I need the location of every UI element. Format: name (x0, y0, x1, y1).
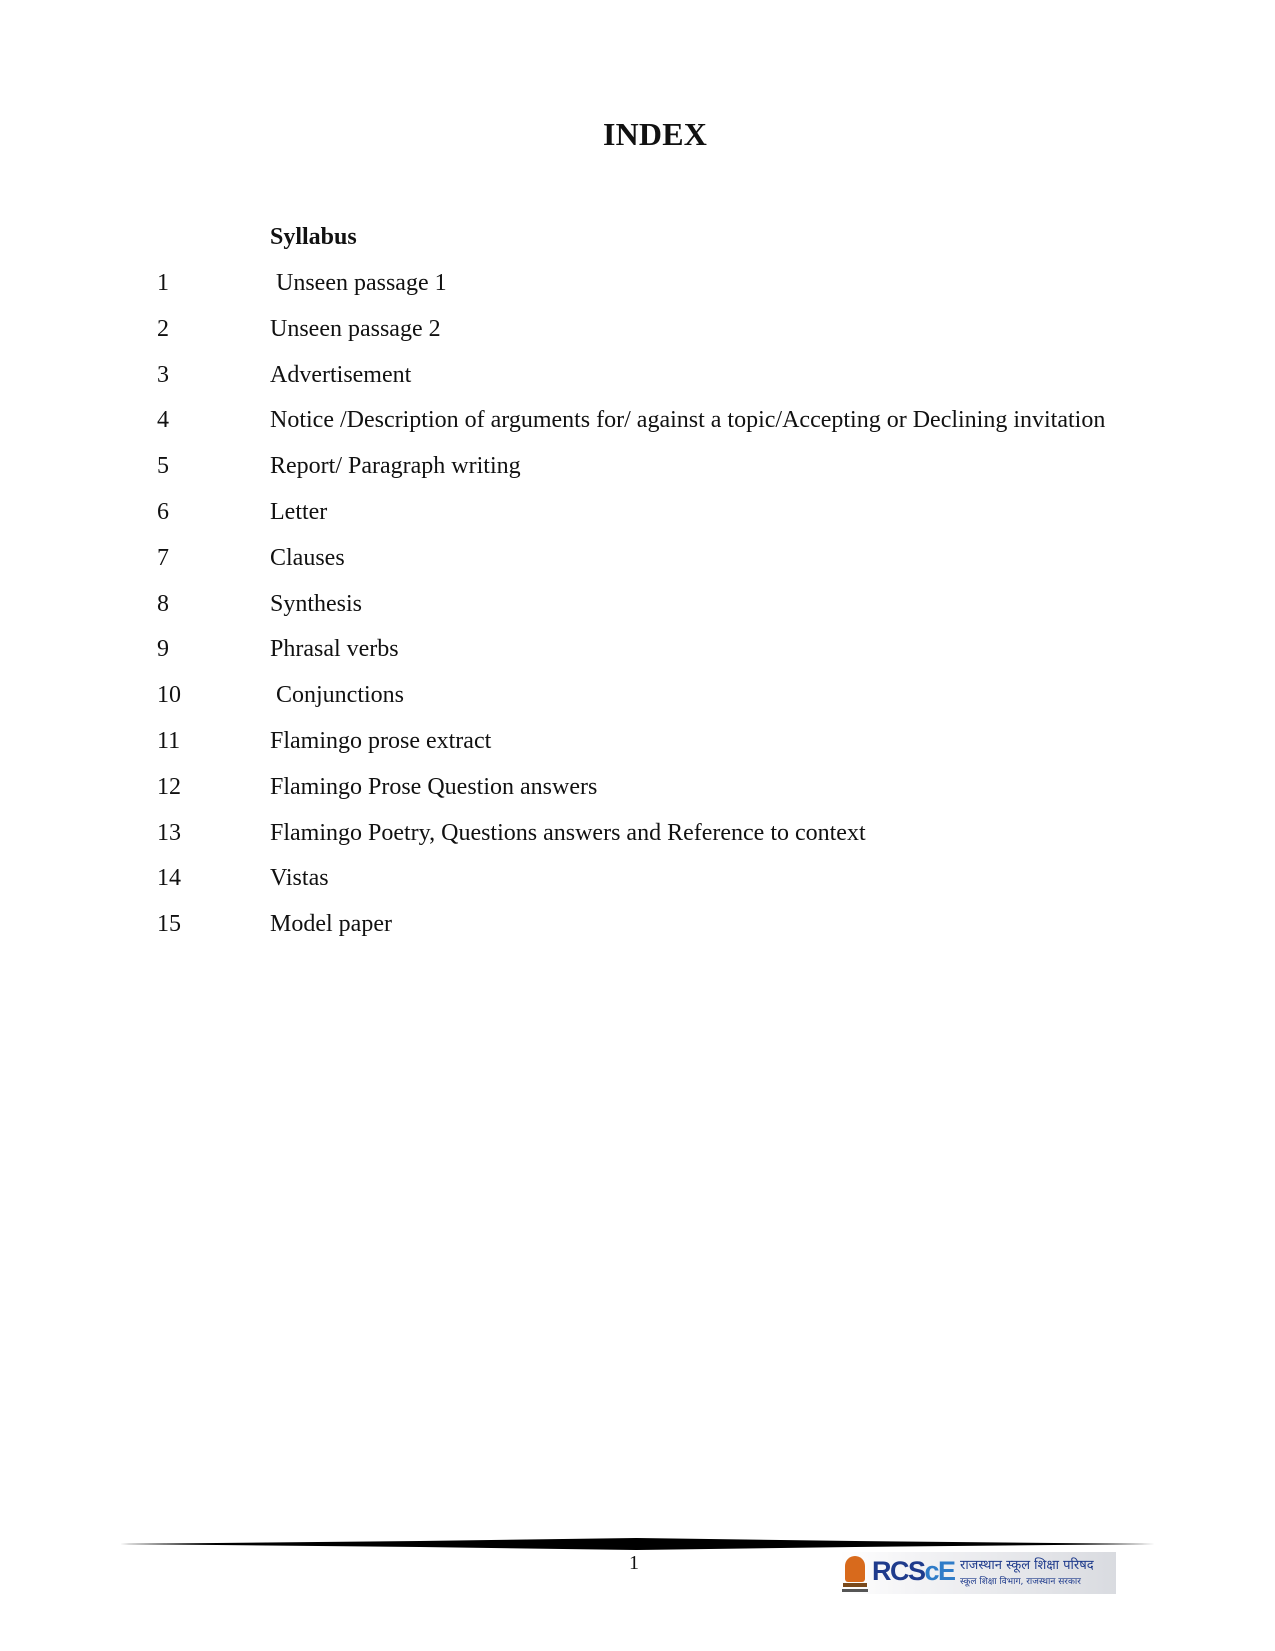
toc-entry-title: Advertisement (270, 361, 412, 388)
toc-entry (0, 632, 1275, 678)
toc-entry-title: Clauses (270, 544, 345, 571)
toc-entry-title: Notice /Description of arguments for/ against a topic/Accepting or Declining invitation (270, 407, 1106, 434)
toc-entry-title: Unseen passage 1 (270, 270, 447, 296)
toc-entry-number: 3 (157, 361, 169, 388)
toc-entry (0, 403, 1275, 449)
toc-entry-title: Report/ Paragraph writing (270, 453, 521, 480)
footer-divider-stroke (120, 1538, 1155, 1550)
toc-entry (0, 541, 1275, 587)
toc-entry-number: 8 (157, 590, 169, 617)
toc-entry-number: 10 (157, 682, 181, 709)
toc-entry-title: Letter (270, 498, 328, 525)
toc-entry-number: 5 (157, 453, 169, 480)
toc-entry (0, 816, 1275, 862)
toc-entry (0, 907, 1275, 953)
toc-entry-number: 4 (157, 407, 169, 434)
toc-entry (0, 770, 1275, 816)
toc-entry-title: Phrasal verbs (270, 636, 399, 663)
rcsce-logo (840, 1552, 1116, 1594)
toc-entry-number: 7 (157, 544, 169, 571)
toc-entry-title: Flamingo prose extract (270, 727, 492, 754)
table-of-contents (0, 266, 1275, 953)
toc-entry-number: 1 (157, 270, 169, 296)
page-title: INDEX (602, 116, 708, 152)
logo-dept-name: स्कूल शिक्षा विभाग, राजस्थान सरकार (960, 1577, 1081, 1587)
logo-brand-accent: cE (924, 1556, 955, 1586)
toc-entry-number: 2 (157, 315, 169, 342)
toc-entry (0, 587, 1275, 633)
logo-brand-main: RCS (872, 1556, 925, 1586)
toc-entry (0, 449, 1275, 495)
toc-entry-number: 11 (157, 727, 181, 754)
toc-entry-title: Model paper (270, 911, 392, 938)
toc-entry (0, 358, 1275, 404)
toc-entry (0, 266, 1275, 312)
toc-entry (0, 312, 1275, 358)
state-emblem-icon (842, 1554, 868, 1594)
footer-divider (120, 1538, 1155, 1550)
toc-entry (0, 724, 1275, 770)
toc-entry-title: Synthesis (270, 590, 363, 617)
toc-entry-title: Conjunctions (270, 682, 405, 709)
logo-org-name: राजस्थान स्कूल शिक्षा परिषद (960, 1558, 1094, 1573)
toc-entry-number: 12 (157, 773, 181, 800)
logo-brand (872, 1556, 955, 1587)
toc-entry-title: Vistas (270, 865, 329, 892)
toc-entry-number: 13 (157, 819, 181, 846)
section-heading: Syllabus (270, 224, 357, 250)
toc-entry-number: 9 (157, 636, 169, 663)
page-number: 1 (629, 1552, 639, 1574)
toc-entry-number: 6 (157, 498, 169, 525)
toc-entry-title: Unseen passage 2 (270, 315, 441, 342)
toc-entry-title: Flamingo Poetry, Questions answers and Reference to context (270, 819, 866, 846)
toc-entry-number: 14 (157, 865, 181, 892)
toc-entry-number: 15 (157, 911, 181, 938)
toc-entry (0, 861, 1275, 907)
toc-entry (0, 678, 1275, 724)
toc-entry (0, 495, 1275, 541)
toc-entry-title: Flamingo Prose Question answers (270, 773, 598, 800)
